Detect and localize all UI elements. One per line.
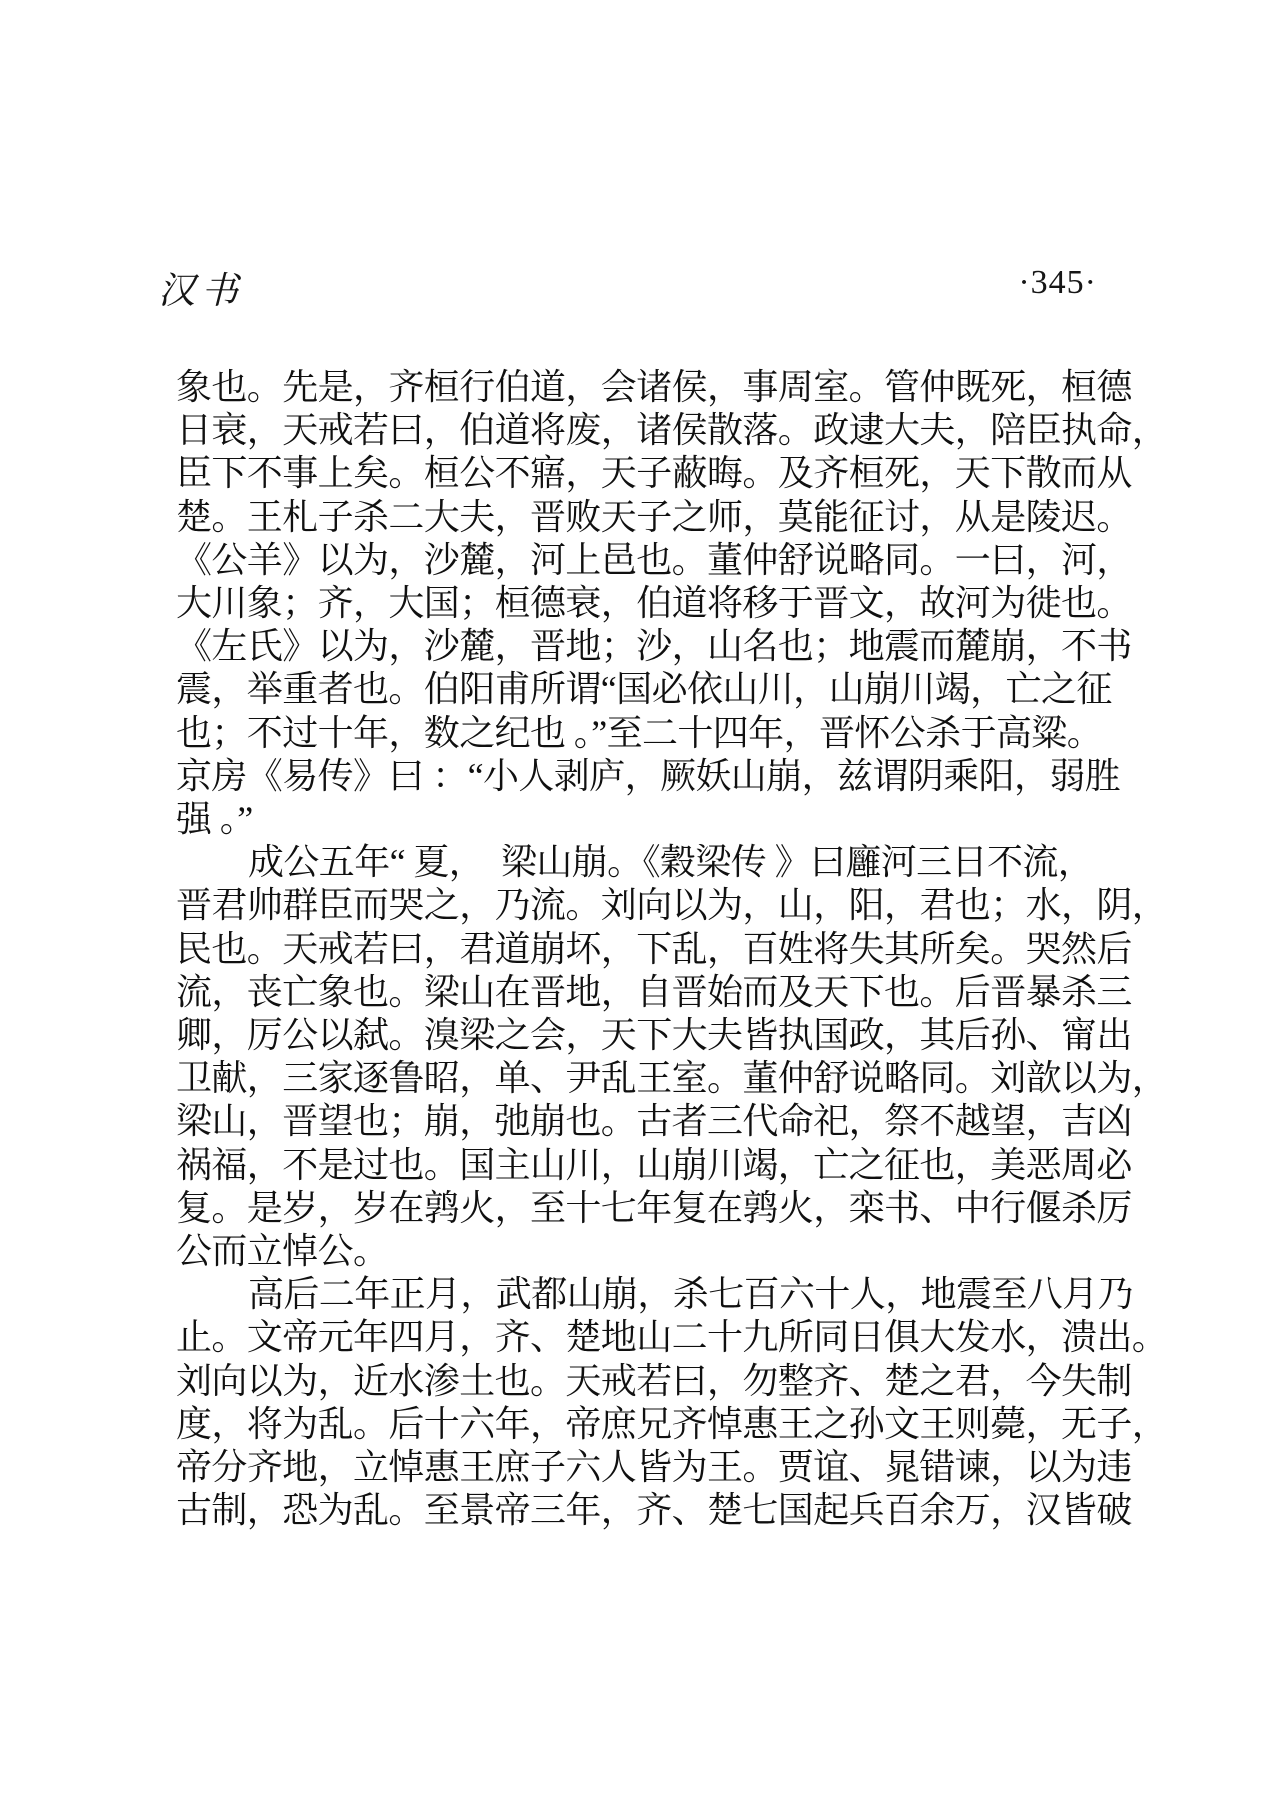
text-line: 《公羊》以为，沙麓，河上邑也。董仲舒说略同。一曰，河， <box>176 539 1132 580</box>
text-line: 大川象；齐，大国；桓德衰，伯道将移于晋文，故河为徙也。 <box>176 583 1132 624</box>
text-line: 祸福，不是过也。国主山川，山崩川竭，亡之征也，美恶周必 <box>176 1144 1132 1185</box>
running-head-title: 汉书 <box>158 271 244 312</box>
text-line: 古制，恐为乱。至景帝三年，齐、楚七国起兵百余万，汉皆破 <box>176 1490 1132 1531</box>
text-line: 卫献，三家逐鲁昭，单、尹乱王室。董仲舒说略同。刘歆以为， <box>176 1058 1168 1099</box>
text-line: 高后二年正月，武都山崩，杀七百六十人，地震至八月乃 <box>248 1274 1134 1315</box>
text-line: 强 。” <box>176 799 253 840</box>
text-line: 日衰，天戒若曰，伯道将废，诸侯散落。政逮大夫，陪臣执命， <box>176 410 1168 451</box>
text-line: 晋君帅群臣而哭之，乃流。刘向以为，山，阳，君也；水，阴， <box>176 885 1168 926</box>
text-line: 楚。王札子杀二大夫，晋败天子之师，莫能征讨，从是陵迟。 <box>176 496 1132 537</box>
text-line: 《左氏》以为，沙麓，晋地；沙，山名也；地震而麓崩，不书 <box>176 626 1132 667</box>
text-line: 卿，厉公以弑。溴梁之会，天下大夫皆执国政，其后孙、甯出 <box>176 1015 1132 1056</box>
text-line: 京房《易传》曰 ：“小人剥庐，厥妖山崩，兹谓阴乘阳，弱胜 <box>176 755 1121 796</box>
text-line: 度，将为乱。后十六年，帝庶兄齐悼惠王之孙文王则薨，无子， <box>176 1403 1168 1444</box>
text-line: 梁山，晋望也；崩，弛崩也。古者三代命祀，祭不越望，吉凶 <box>176 1101 1132 1142</box>
text-line: 流，丧亡象也。梁山在晋地，自晋始而及天下也。后晋暴杀三 <box>176 971 1132 1012</box>
text-line: 帝分齐地，立悼惠王庶子六人皆为王。贾谊、晁错谏，以为违 <box>176 1447 1132 1488</box>
text-line: 也；不过十年，数之纪也 。”至二十四年，晋怀公杀于高粱。 <box>176 712 1103 753</box>
text-line: 刘向以为，近水渗土也。天戒若曰，勿整齐、楚之君，今失制 <box>176 1360 1132 1401</box>
body-text <box>176 366 1168 1532</box>
text-line: 成公五年“ 夏， 梁山崩。《穀梁传 》曰廱河三日不流， <box>248 842 1094 883</box>
text-line: 公而立悼公。 <box>176 1231 389 1272</box>
text-line: 止。文帝元年四月，齐、楚地山二十九所同日俱大发水，溃出。 <box>176 1317 1168 1358</box>
text-line: 民也。天戒若曰，君道崩坏，下乱，百姓将失其所矣。哭然后 <box>176 928 1132 969</box>
text-line: 震，举重者也。伯阳甫所谓“国必依山川，山崩川竭，亡之征 <box>176 669 1112 710</box>
text-line: 复。是岁，岁在鹑火，至十七年复在鹑火，栾书、中行偃杀厉 <box>176 1187 1132 1228</box>
page-number: ·345· <box>1018 264 1097 301</box>
page-header <box>0 258 1283 312</box>
text-line: 臣下不事上矣。桓公不寤，天子蔽晦。及齐桓死，天下散而从 <box>176 453 1132 494</box>
text-line: 象也。先是，齐桓行伯道，会诸侯，事周室。管仲既死，桓德 <box>176 367 1132 407</box>
